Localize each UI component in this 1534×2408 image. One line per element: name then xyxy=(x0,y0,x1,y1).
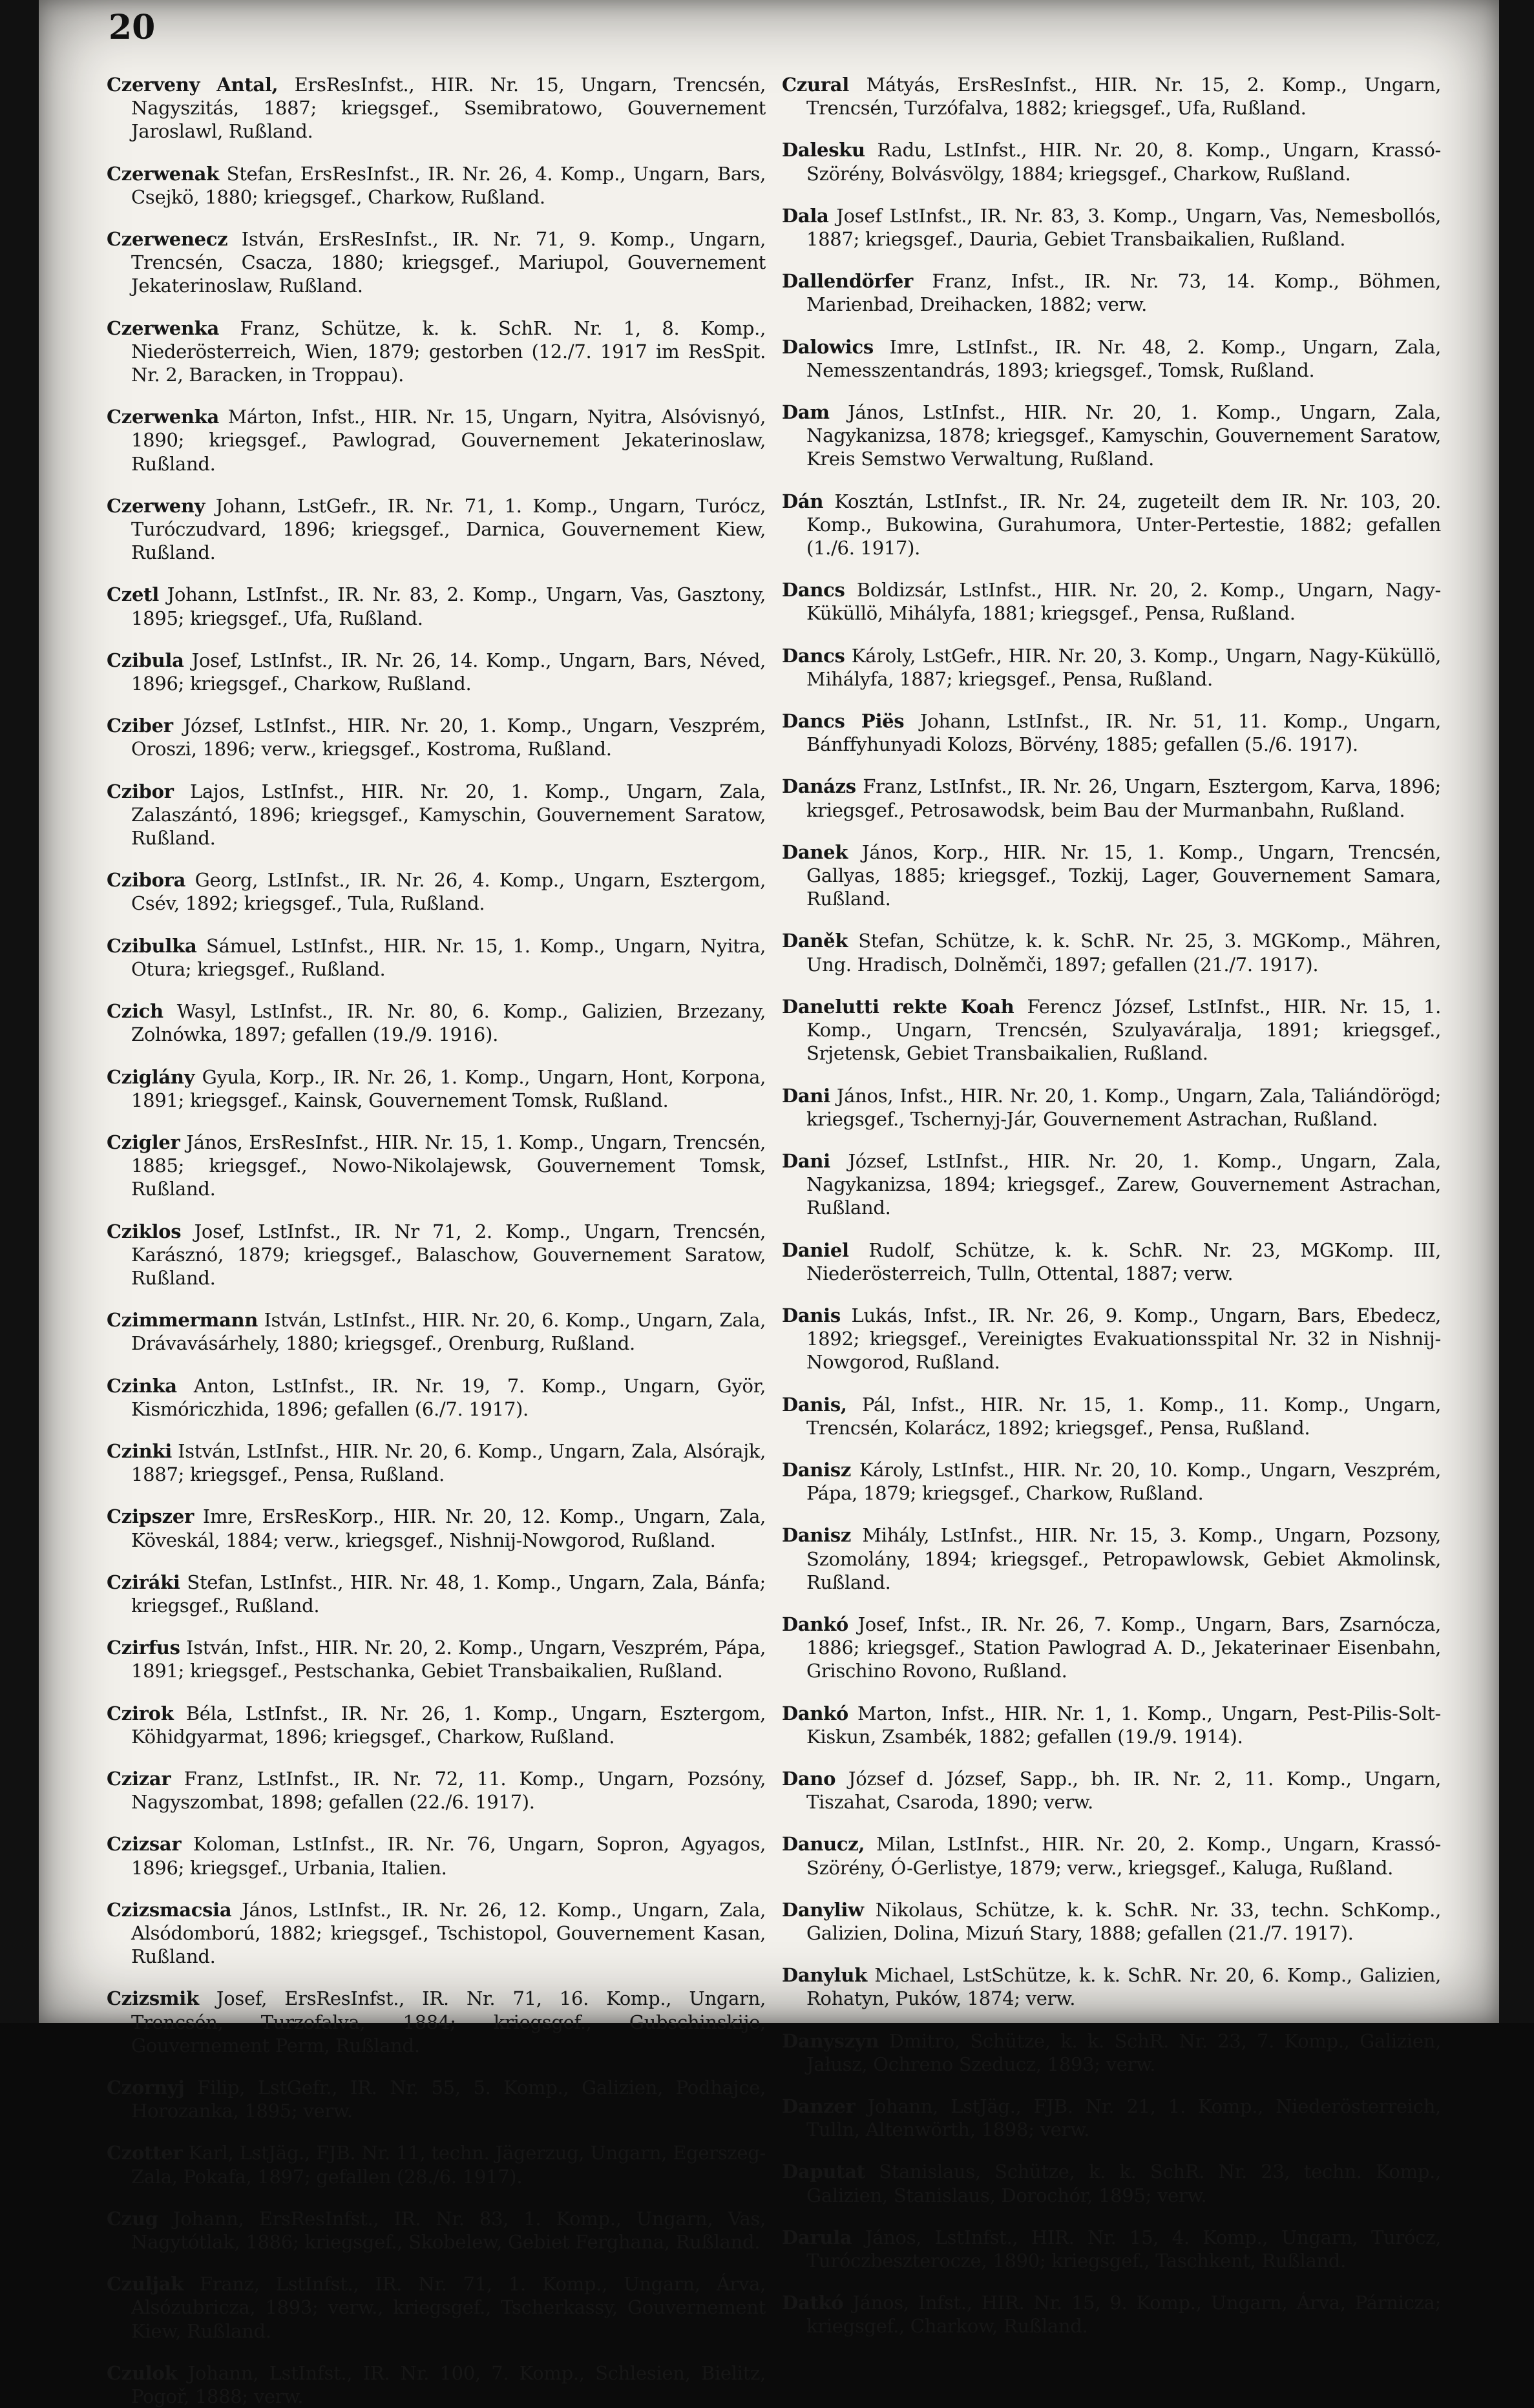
list-entry xyxy=(107,227,766,298)
entry-surname: Czornyj xyxy=(107,2077,185,2099)
entry-details: Károly, LstInfst., HIR. Nr. 20, 10. Komp., Ungarn, Veszprém, Pápa, 1879; kriegsgef., Charkow, Rußland. xyxy=(806,1458,1441,1505)
entry-surname: Danzer xyxy=(782,2095,856,2117)
entry-details: István, LstInfst., HIR. Nr. 20, 6. Komp., Ungarn, Zala, Alsórajk, 1887; kriegsgef., Pensa, Rußland. xyxy=(131,1440,766,1486)
entry-details: Anton, LstInfst., IR. Nr. 19, 7. Komp., Ungarn, Györ, Kismóriczhida, 1896; gefallen (6./7. 1917). xyxy=(131,1374,766,1420)
entry-surname: Czural xyxy=(782,74,849,96)
list-entry xyxy=(782,2095,1441,2141)
entry-details: Mihály, LstInfst., HIR. Nr. 15, 3. Komp., Ungarn, Pozsony, Szomolány, 1894; kriegsgef., Petropawlowsk, Gebiet Akmolinsk, Rußland. xyxy=(806,1524,1441,1593)
entry-details: Sámuel, LstInfst., HIR. Nr. 15, 1. Komp., Ungarn, Nyitra, Otura; kriegsgef., Rußland. xyxy=(131,934,766,980)
entry-surname: Czulok xyxy=(107,2361,178,2384)
list-entry xyxy=(107,162,766,209)
entry-details: Mátyás, ErsResInfst., HIR. Nr. 15, 2. Komp., Ungarn, Trencsén, Turzófalva, 1882; kriegsgef., Ufa, Rußland. xyxy=(806,74,1441,120)
entry-details: Franz, Schütze, k. k. SchR. Nr. 1, 8. Komp., Niederösterreich, Wien, 1879; gestorben (12./7. 1917 im ResSpit. Nr. 2, Baracken, in Troppau). xyxy=(131,317,766,386)
list-entry xyxy=(782,1393,1441,1440)
entry-surname: Dancs xyxy=(782,644,845,667)
entry-details: Michael, LstSchütze, k. k. SchR. Nr. 20, 6. Komp., Galizien, Rohatyn, Puków, 1874; verw. xyxy=(806,1964,1442,2010)
entry-surname: Danucz, xyxy=(782,1833,865,1856)
list-entry xyxy=(782,401,1441,471)
list-entry xyxy=(107,2141,766,2188)
entry-details: Pál, Infst., HIR. Nr. 15, 1. Komp., 11. Komp., Ungarn, Trencsén, Kolarácz, 1892; kriegsgef., Pensa, Rußland. xyxy=(806,1393,1441,1439)
list-entry xyxy=(782,995,1441,1065)
list-entry xyxy=(107,73,766,143)
entry-details: János, ErsResInfst., HIR. Nr. 15, 1. Komp., Ungarn, Trencsén, 1885; kriegsgef., Nowo-Nikolajewsk, Gouvernement Tomsk, Rußland. xyxy=(131,1131,766,1200)
entry-details: Dmitro, Schütze, k. k. SchR. Nr. 23, 7. Komp., Galizien, Jałusz, Ochreno Szeducz, 1893; verw. xyxy=(806,2029,1441,2075)
entry-surname: Daněk xyxy=(782,930,848,952)
entry-details: Franz, LstInfst., IR. Nr. 72, 11. Komp., Ungarn, Pozsóny, Nagyszombat, 1898; gefallen (22./6. 1917). xyxy=(131,1767,766,1814)
list-entry xyxy=(782,138,1441,185)
entry-surname: Czimmermann xyxy=(107,1309,258,1332)
entry-details: István, ErsResInfst., IR. Nr. 71, 9. Komp., Ungarn, Trencsén, Csacza, 1880; kriegsgef., Mariupol, Gouvernement Jekaterinoslaw, Rußland. xyxy=(131,228,766,297)
list-entry xyxy=(782,2160,1441,2206)
entry-details: Josef, Infst., IR. Nr. 26, 7. Komp., Ungarn, Bars, Zsarnócza, 1886; kriegsgef., Station Pawlograd A. D., Jekaterinaer Eisenbahn, Grischino Rovono, Rußland. xyxy=(806,1613,1441,1682)
list-entry xyxy=(782,269,1441,316)
list-entry xyxy=(782,1239,1441,1285)
list-entry xyxy=(782,2291,1441,2338)
list-entry xyxy=(107,1000,766,1046)
list-entry xyxy=(107,1702,766,1748)
list-entry xyxy=(782,1523,1441,1594)
entry-details: Josef, ErsResInfst., IR. Nr. 71, 16. Komp., Ungarn, Trencsén, Turzofalva, 1884; kriegsgef., Gubschinskije, Gouvernement Perm, Rußland. xyxy=(131,1987,766,2057)
list-entry xyxy=(782,775,1441,821)
entry-details: Franz, Infst., IR. Nr. 73, 14. Komp., Böhmen, Marienbad, Dreihacken, 1882; verw. xyxy=(806,270,1441,316)
entry-surname: Czetl xyxy=(107,583,159,606)
entry-details: József, LstInfst., HIR. Nr. 20, 1. Komp., Ungarn, Zala, Nagykanizsa, 1894; kriegsgef., Zarew, Gouvernement Astrachan, Rußland. xyxy=(806,1149,1441,1219)
entry-details: Imre, LstInfst., IR. Nr. 48, 2. Komp., Ungarn, Zala, Nemesszentandrás, 1893; kriegsgef., Tomsk, Rußland. xyxy=(806,335,1442,381)
list-entry xyxy=(782,335,1441,382)
entry-surname: Czotter xyxy=(107,2142,183,2164)
entry-details: Johann, LstGefr., IR. Nr. 71, 1. Komp., Ungarn, Turócz, Turóczudvard, 1896; kriegsgef., Darnica, Gouvernement Kiew, Rußland. xyxy=(131,494,766,564)
entry-surname: Czibula xyxy=(107,649,184,671)
list-entry xyxy=(782,490,1441,560)
entry-details: Marton, Infst., HIR. Nr. 1, 1. Komp., Ungarn, Pest-Pilis-Solt-Kiskun, Zsambék, 1882; gefallen (19./9. 1914). xyxy=(806,1702,1441,1748)
entry-details: Koloman, LstInfst., IR. Nr. 76, Ungarn, Sopron, Agyagos, 1896; kriegsgef., Urbania, Italien. xyxy=(131,1833,766,1879)
list-entry xyxy=(782,1149,1441,1220)
entry-details: Franz, LstInfst., IR. Nr. 71, 1. Komp., Ungarn, Árva, Alsózubricza, 1893; verw., kriegsgef., Tscherkassy, Gouvernement Kiew, Rußland. xyxy=(131,2273,766,2342)
entry-details: Nikolaus, Schütze, k. k. SchR. Nr. 33, techn. SchKomp., Galizien, Dolina, Mizuń Stary, 1888; gefallen (21./7. 1917). xyxy=(806,1898,1441,1944)
entry-surname: Daputat xyxy=(782,2161,865,2183)
entry-details: Lukás, Infst., IR. Nr. 26, 9. Komp., Ungarn, Bars, Ebedecz, 1892; kriegsgef., Vereinigtes Evakuationsspital Nr. 32 in Nishnij-Nowgorod, Rußland. xyxy=(806,1304,1441,1374)
list-entry xyxy=(107,405,766,476)
list-entry xyxy=(782,2226,1441,2272)
list-entry xyxy=(107,1374,766,1421)
entry-details: Josef, LstInfst., IR. Nr. 26, 14. Komp., Ungarn, Bars, Néved, 1896; kriegsgef., Charkow, Rußland. xyxy=(131,649,766,695)
left-column xyxy=(107,54,766,2408)
entry-details: Johann, LstInfst., IR. Nr. 100, 7. Komp., Schlesien, Bielitz, Pogoř, 1888; verw. xyxy=(131,2361,766,2408)
entry-details: Ferencz József, LstInfst., HIR. Nr. 15, 1. Komp., Ungarn, Trencsén, Szulyaváralja, 1891; kriegsgef., Srjetensk, Gebiet Transbaikalien, Rußland. xyxy=(806,995,1442,1065)
entry-details: Gyula, Korp., IR. Nr. 26, 1. Komp., Ungarn, Hont, Korpona, 1891; kriegsgef., Kainsk, Gouvernement Tomsk, Rußland. xyxy=(131,1065,766,1111)
entry-details: János, Korp., HIR. Nr. 15, 1. Komp., Ungarn, Trencsén, Gallyas, 1885; kriegsgef., Tozkij, Lager, Gouvernement Samara, Rußland. xyxy=(806,841,1441,910)
page-number: 20 xyxy=(109,8,156,47)
entry-surname: Czibulka xyxy=(107,934,197,957)
entry-surname: Dán xyxy=(782,490,824,512)
entry-details: Josef LstInfst., IR. Nr. 83, 3. Komp., Ungarn, Vas, Nemesbollós, 1887; kriegsgef., Dauria, Gebiet Transbaikalien, Rußland. xyxy=(806,204,1441,251)
list-entry xyxy=(782,841,1441,911)
entry-surname: Dano xyxy=(782,1767,836,1790)
entry-surname: Czizsmik xyxy=(107,1987,199,2010)
entry-surname: Dam xyxy=(782,401,830,424)
entry-surname: Danek xyxy=(782,841,848,863)
entry-surname: Cziber xyxy=(107,715,173,737)
entry-surname: Dani xyxy=(782,1084,830,1107)
entry-surname: Dalesku xyxy=(782,139,865,162)
list-entry xyxy=(107,1065,766,1112)
list-entry xyxy=(107,2361,766,2408)
entry-surname: Czinka xyxy=(107,1374,177,1397)
right-column xyxy=(782,54,1442,2338)
entry-details: Márton, Infst., HIR. Nr. 15, Ungarn, Nyitra, Alsóvisnyó, 1890; kriegsgef., Pawlograd, Gouvernement Jekaterinoslaw, Rußland. xyxy=(131,406,766,475)
entry-surname: Dalowics xyxy=(782,335,874,358)
list-entry xyxy=(782,1832,1441,1879)
entry-surname: Danyluk xyxy=(782,1964,867,1987)
list-entry xyxy=(107,1898,766,1969)
entry-details: Kosztán, LstInfst., IR. Nr. 24, zugeteilt dem IR. Nr. 103, 20. Komp., Bukowina, Gurahumora, Unter-Pertestie, 1882; gefallen (1./6. 1917). xyxy=(806,490,1441,560)
entry-surname: Czizsmacsia xyxy=(107,1898,232,1921)
entry-details: Lajos, LstInfst., HIR. Nr. 20, 1. Komp., Ungarn, Zala, Zalaszántó, 1896; kriegsgef., Kamyschin, Gouvernement Saratow, Rußland. xyxy=(131,780,766,850)
entry-details: Wasyl, LstInfst., IR. Nr. 80, 6. Komp., Galizien, Brzezany, Zolnówka, 1897; gefallen (19./9. 1916). xyxy=(131,1000,766,1046)
entry-surname: Czizsar xyxy=(107,1833,182,1856)
entry-surname: Czizar xyxy=(107,1767,171,1790)
entry-details: Georg, LstInfst., IR. Nr. 26, 4. Komp., Ungarn, Esztergom, Csév, 1892; kriegsgef., Tula, Rußland. xyxy=(131,869,766,915)
entry-details: Stanislaus, Schütze, k. k. SchR. Nr. 23, techn. Komp., Galizien, Stanislaus, Dorochór, 1895; verw. xyxy=(806,2161,1441,2206)
entry-surname: Darula xyxy=(782,2226,852,2248)
entry-details: Stefan, LstInfst., HIR. Nr. 48, 1. Komp., Ungarn, Zala, Bánfa; kriegsgef., Rußland. xyxy=(131,1571,766,1617)
list-entry xyxy=(107,1636,766,1682)
list-entry xyxy=(782,1898,1441,1945)
list-entry xyxy=(107,1832,766,1879)
entry-details: ErsResInfst., HIR. Nr. 15, Ungarn, Trencsén, Nagyszitás, 1887; kriegsgef., Ssemibratowo, Gouvernement Jaroslawl, Rußland. xyxy=(131,74,766,143)
entry-surname: Czerwenak xyxy=(107,162,219,185)
entry-surname: Daniel xyxy=(782,1239,849,1261)
list-entry xyxy=(107,2207,766,2254)
entry-surname: Datkó xyxy=(782,2292,844,2314)
entry-details: István, LstInfst., HIR. Nr. 20, 6. Komp., Ungarn, Zala, Drávavásárhely, 1880; kriegsgef., Orenburg, Rußland. xyxy=(131,1309,766,1355)
list-entry xyxy=(107,2076,766,2122)
entry-surname: Czerveny Antal, xyxy=(107,74,278,96)
entry-surname: Czug xyxy=(107,2207,158,2230)
entry-surname: Cziráki xyxy=(107,1571,180,1593)
list-entry xyxy=(782,2029,1441,2076)
entry-details: Karl, LstJäg., FJB. Nr. 11, techn. Jägerzug, Ungarn, Egerszeg-Zala, Pokafa, 1897; gefallen (28./6. 1917). xyxy=(131,2142,766,2188)
entry-surname: Czerwenka xyxy=(107,406,219,428)
entry-details: Radu, LstInfst., HIR. Nr. 20, 8. Komp., Ungarn, Krassó-Szörény, Bolvásvölgy, 1884; kriegsgef., Charkow, Rußland. xyxy=(806,139,1442,185)
entry-details: Stefan, ErsResInfst., IR. Nr. 26, 4. Komp., Ungarn, Bars, Csejkö, 1880; kriegsgef., Charkow, Rußland. xyxy=(131,162,766,208)
entry-details: Johann, LstJäg., FJB. Nr. 21, 1. Komp., Niederösterreich, Tulln, Altenwörth, 1898; verw. xyxy=(806,2095,1441,2141)
entry-details: Milan, LstInfst., HIR. Nr. 20, 2. Komp., Ungarn, Krassó-Szörény, Ó-Gerlistye, 1879; verw., kriegsgef., Kaluga, Rußland. xyxy=(806,1833,1442,1879)
list-entry xyxy=(107,583,766,629)
entry-details: Johann, LstInfst., IR. Nr. 51, 11. Komp., Ungarn, Bánffyhunyadi Kolozs, Börvény, 1885; gefallen (5./6. 1917). xyxy=(806,710,1441,756)
entry-surname: Danis xyxy=(782,1304,841,1326)
entry-surname: Dankó xyxy=(782,1613,848,1635)
entry-surname: Czirfus xyxy=(107,1637,180,1659)
list-entry xyxy=(782,709,1441,756)
entry-details: János, Infst., HIR. Nr. 20, 1. Komp., Ungarn, Zala, Taliándörögd; kriegsgef., Tschernyj-Jár, Gouvernement Astrachan, Rußland. xyxy=(806,1084,1441,1130)
entry-surname: Czibor xyxy=(107,780,174,802)
entry-details: Johann, ErsResInfst., IR. Nr. 83, 1. Komp., Ungarn, Vas, Nagytótlak, 1886; kriegsgef., Skobelew, Gebiet Ferghana, Rußland. xyxy=(131,2207,766,2254)
entry-surname: Czinki xyxy=(107,1440,172,1462)
list-entry xyxy=(782,929,1441,976)
list-entry xyxy=(107,1767,766,1814)
list-entry xyxy=(782,1084,1441,1131)
entry-surname: Czerweny xyxy=(107,494,205,517)
list-entry xyxy=(107,1505,766,1551)
entry-details: Josef, LstInfst., IR. Nr 71, 2. Komp., Ungarn, Trencsén, Karásznó, 1879; kriegsgef., Balaschow, Gouvernement Saratow, Rußland. xyxy=(131,1220,766,1289)
list-entry xyxy=(782,1458,1441,1505)
list-entry xyxy=(107,1987,766,2057)
entry-surname: Danelutti rekte Koah xyxy=(782,995,1014,1018)
list-entry xyxy=(782,1767,1441,1814)
entry-surname: Czich xyxy=(107,1000,163,1023)
list-entry xyxy=(782,644,1441,691)
entry-surname: Dancs Piës xyxy=(782,710,905,733)
list-entry xyxy=(107,934,766,981)
entry-details: Filip, LstGefr., IR. Nr. 55, 5. Komp., Galizien, Podhajce, Horozanka, 1895; verw. xyxy=(131,2077,766,2122)
entry-details: Franz, LstInfst., IR. Nr. 26, Ungarn, Esztergom, Karva, 1896; kriegsgef., Petrosawodsk, beim Bau der Murmanbahn, Rußland. xyxy=(806,775,1441,821)
entry-surname: Danisz xyxy=(782,1458,852,1481)
entry-surname: Danyliw xyxy=(782,1898,864,1921)
entry-surname: Dala xyxy=(782,204,829,227)
entry-details: Rudolf, Schütze, k. k. SchR. Nr. 23, MGKomp. III, Niederösterreich, Tulln, Ottental, 1887; verw. xyxy=(806,1239,1441,1284)
entry-surname: Danázs xyxy=(782,775,856,798)
list-entry xyxy=(782,1963,1441,2010)
entry-surname: Czipszer xyxy=(107,1505,194,1528)
entry-details: János, Infst., HIR. Nr. 15, 9. Komp., Ungarn, Árva, Párnicza; kriegsgef., Charkow, Rußland. xyxy=(806,2292,1442,2338)
entry-surname: Danis, xyxy=(782,1393,847,1416)
list-entry xyxy=(107,494,766,565)
list-entry xyxy=(107,780,766,850)
entry-details: Imre, ErsResKorp., HIR. Nr. 20, 12. Komp., Ungarn, Zala, Köveskál, 1884; verw., kriegsgef., Nishnij-Nowgorod, Rußland. xyxy=(131,1505,766,1551)
entry-surname: Cziklos xyxy=(107,1220,182,1242)
entry-details: Károly, LstGefr., HIR. Nr. 20, 3. Komp., Ungarn, Nagy-Küküllö, Mihályfa, 1887; kriegsgef., Pensa, Rußland. xyxy=(806,644,1441,690)
entry-details: János, LstInfst., IR. Nr. 26, 12. Komp., Ungarn, Zala, Alsódomború, 1882; kriegsgef., Tschistopol, Gouvernement Kasan, Rußland. xyxy=(131,1898,766,1968)
list-entry xyxy=(107,1220,766,1290)
entry-surname: Danisz xyxy=(782,1524,852,1547)
entry-details: Johann, LstInfst., IR. Nr. 83, 2. Komp., Ungarn, Vas, Gasztony, 1895; kriegsgef., Ufa, Rußland. xyxy=(131,583,766,629)
list-entry xyxy=(782,1702,1441,1748)
list-entry xyxy=(782,1613,1441,1683)
entry-surname: Dancs xyxy=(782,579,845,602)
entry-surname: Dallendörfer xyxy=(782,270,914,293)
list-entry xyxy=(782,1304,1441,1374)
entry-surname: Czerwenka xyxy=(107,317,219,339)
entry-details: Stefan, Schütze, k. k. SchR. Nr. 25, 3. MGKomp., Mähren, Ung. Hradisch, Dolněmči, 1897; gefallen (21./7. 1917). xyxy=(806,930,1441,976)
entry-details: Béla, LstInfst., IR. Nr. 26, 1. Komp., Ungarn, Esztergom, Köhidgyarmat, 1896; kriegsgef., Charkow, Rußland. xyxy=(131,1702,766,1748)
entry-surname: Dankó xyxy=(782,1702,848,1724)
list-entry xyxy=(782,578,1441,625)
entry-surname: Czibora xyxy=(107,869,186,892)
list-entry xyxy=(107,649,766,695)
list-entry xyxy=(782,73,1441,120)
list-entry xyxy=(107,1131,766,1201)
entry-details: István, Infst., HIR. Nr. 20, 2. Komp., Ungarn, Veszprém, Pápa, 1891; kriegsgef., Pestschanka, Gebiet Transbaikalien, Rußland. xyxy=(131,1637,766,1682)
entry-details: József d. József, Sapp., bh. IR. Nr. 2, 11. Komp., Ungarn, Tiszahat, Csaroda, 1890; verw. xyxy=(806,1767,1442,1814)
list-entry xyxy=(107,714,766,760)
entry-details: Boldizsár, LstInfst., HIR. Nr. 20, 2. Komp., Ungarn, Nagy-Küküllö, Mihályfa, 1881; kriegsgef., Pensa, Rußland. xyxy=(806,579,1441,625)
list-entry xyxy=(107,1571,766,1617)
entry-surname: Czigler xyxy=(107,1131,180,1153)
list-entry xyxy=(107,2272,766,2343)
list-entry xyxy=(107,868,766,915)
entry-surname: Czerwenecz xyxy=(107,228,228,251)
entry-details: János, LstInfst., HIR. Nr. 20, 1. Komp., Ungarn, Zala, Nagykanizsa, 1878; kriegsgef., Kamyschin, Gouvernement Saratow, Kreis Semstwo Verwaltung, Rußland. xyxy=(806,401,1441,470)
list-entry xyxy=(107,1308,766,1355)
entry-details: József, LstInfst., HIR. Nr. 20, 1. Komp., Ungarn, Veszprém, Oroszi, 1896; verw., kriegsgef., Kostroma, Rußland. xyxy=(131,715,766,760)
entry-surname: Czirok xyxy=(107,1702,174,1724)
entry-surname: Dani xyxy=(782,1149,830,1172)
list-entry xyxy=(782,204,1441,251)
list-entry xyxy=(107,1440,766,1486)
entry-surname: Cziglány xyxy=(107,1065,195,1088)
entry-surname: Czuljak xyxy=(107,2273,184,2296)
list-entry xyxy=(107,317,766,387)
entry-surname: Danyszyn xyxy=(782,2029,879,2052)
entry-details: János, LstInfst., HIR. Nr. 15, 4. Komp., Ungarn, Turócz, Turóczbeszterocze, 1890; kriegsgef., Taschkent, Rußland. xyxy=(806,2226,1441,2272)
